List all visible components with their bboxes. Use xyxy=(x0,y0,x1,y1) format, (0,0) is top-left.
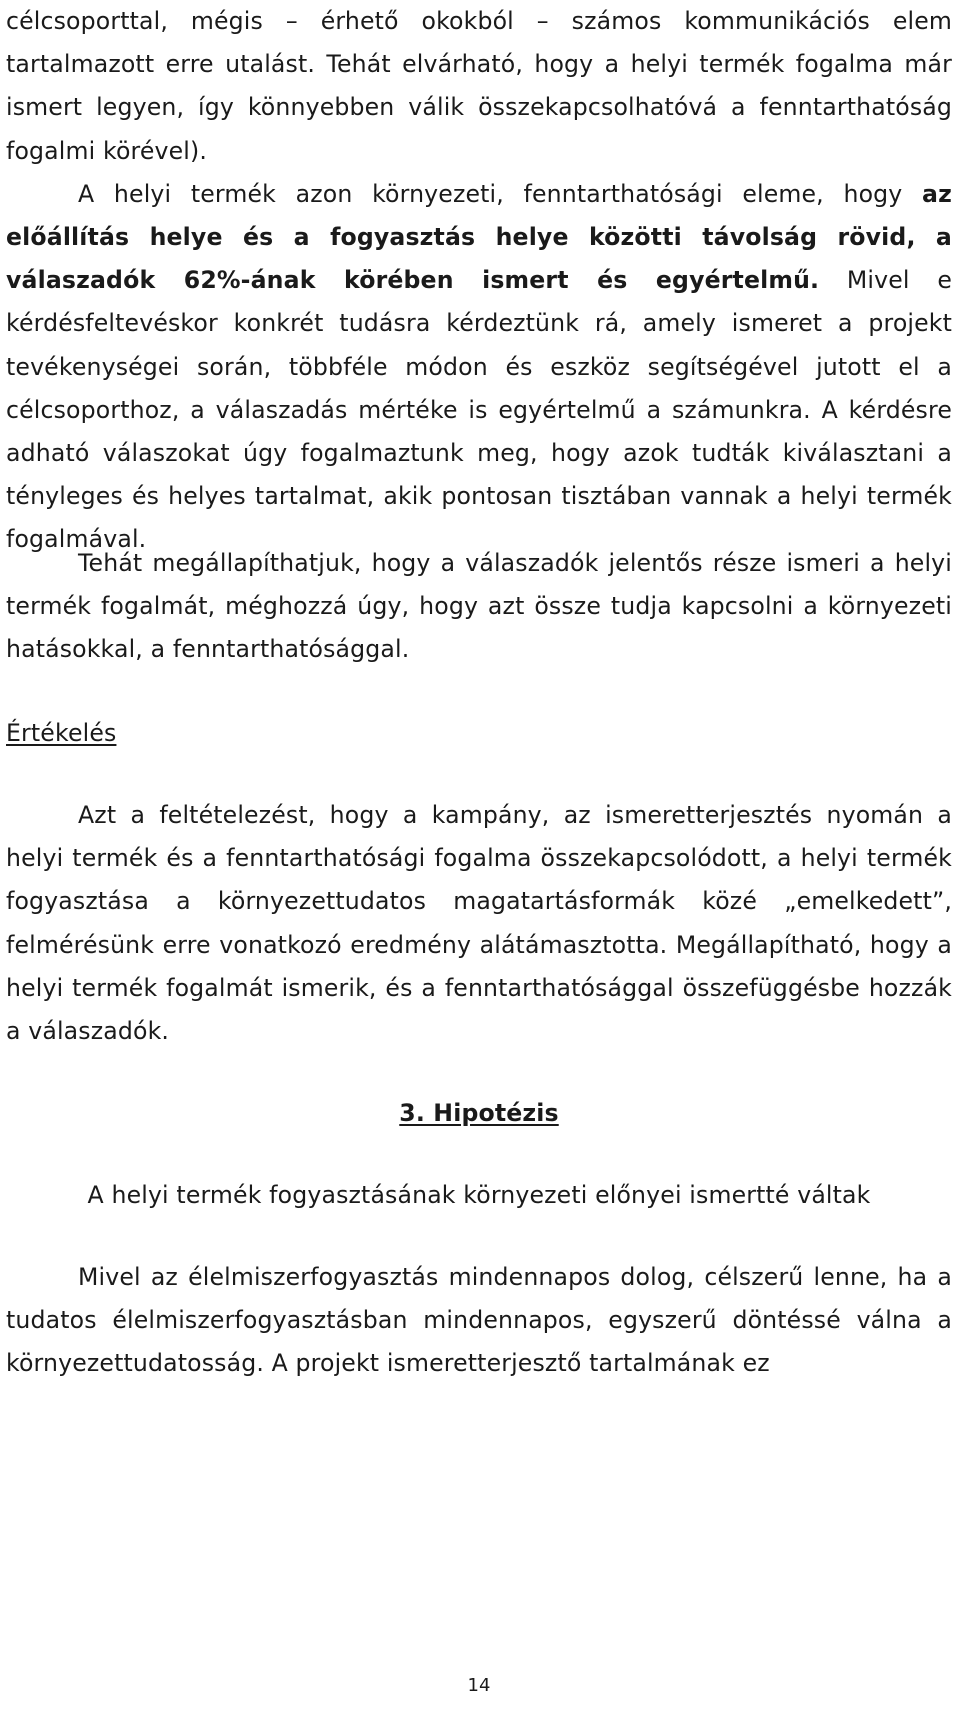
paragraph-evaluation: Azt a feltételezést, hogy a kampány, az ismeretterjesztés nyomán a helyi termék és a fenntarthatósági fogalma összekapcsolódott, a helyi termék fogyasztása a környezettudatos magatartásformák közé „emelkedett”, felmérésünk erre vonatkozó eredmény alátámasztotta. Megállapítható, hogy a helyi termék fogalmát ismerik, és a fenntarthatósággal összefüggésbe hozzák a válaszadók. xyxy=(6,801,952,1046)
bold-emphasis-text: az előállítás helye és a fogyasztás helye közötti távolság rövid, a válaszadók 62%-ának körében ismert és egyértelmű. xyxy=(6,179,952,295)
paragraph-conclusion: Tehát megállapíthatjuk, hogy a válaszadók jelentős része ismeri a helyi termék fogalmát, méghozzá úgy, hogy azt össze tudja kapcsolni a környezeti hatásokkal, a fenntarthatósággal. xyxy=(6,549,952,664)
paragraph-helyi-termek xyxy=(6,0,952,562)
hypothesis-statement: A helyi termék fogyasztásának környezeti előnyei ismertté váltak xyxy=(87,1181,871,1209)
paragraph-rest-text: Mivel e kérdésfeltevéskor konkrét tudásra kérdeztünk rá, amely ismeret a projekt tevékenységei során, többféle módon és eszköz segítségével jutott el a célcsoporthoz, a válaszadás mértéke is egyértelmű a számunkra. A kérdésre adható válaszokat úgy fogalmaztunk meg, hogy azok tudták kiválasztani a tényleges és helyes tartalmat, akik pontosan tisztában vannak a helyi termék fogalmával. xyxy=(6,266,952,554)
hipotezis-title: 3. Hipotézis xyxy=(399,1099,559,1127)
paragraph-lead-text: A helyi termék azon környezeti, fenntarthatósági eleme, hogy xyxy=(78,179,923,208)
page-number: 14 xyxy=(467,1675,491,1696)
paragraph-continuation-text: célcsoporttal, mégis – érhető okokból – számos kommunikációs elem tartalmazott erre utalást. Tehát elvárható, hogy a helyi termék fogalma már ismert legyen, így könnyebben válik összekapcsolhatóvá a fenntarthatóság fogalmi körével). xyxy=(6,7,952,165)
section-heading-ertekeles: Értékelés xyxy=(6,719,117,747)
paragraph-hypothesis-body: Mivel az élelmiszerfogyasztás mindennapos dolog, célszerű lenne, ha a tudatos élelmiszerfogyasztásban mindennapos, egyszerű döntéssé válna a környezettudatosság. A projekt ismeretterjesztő tartalmának ez xyxy=(6,1263,952,1378)
section-heading-hipotezis xyxy=(6,1092,952,1135)
